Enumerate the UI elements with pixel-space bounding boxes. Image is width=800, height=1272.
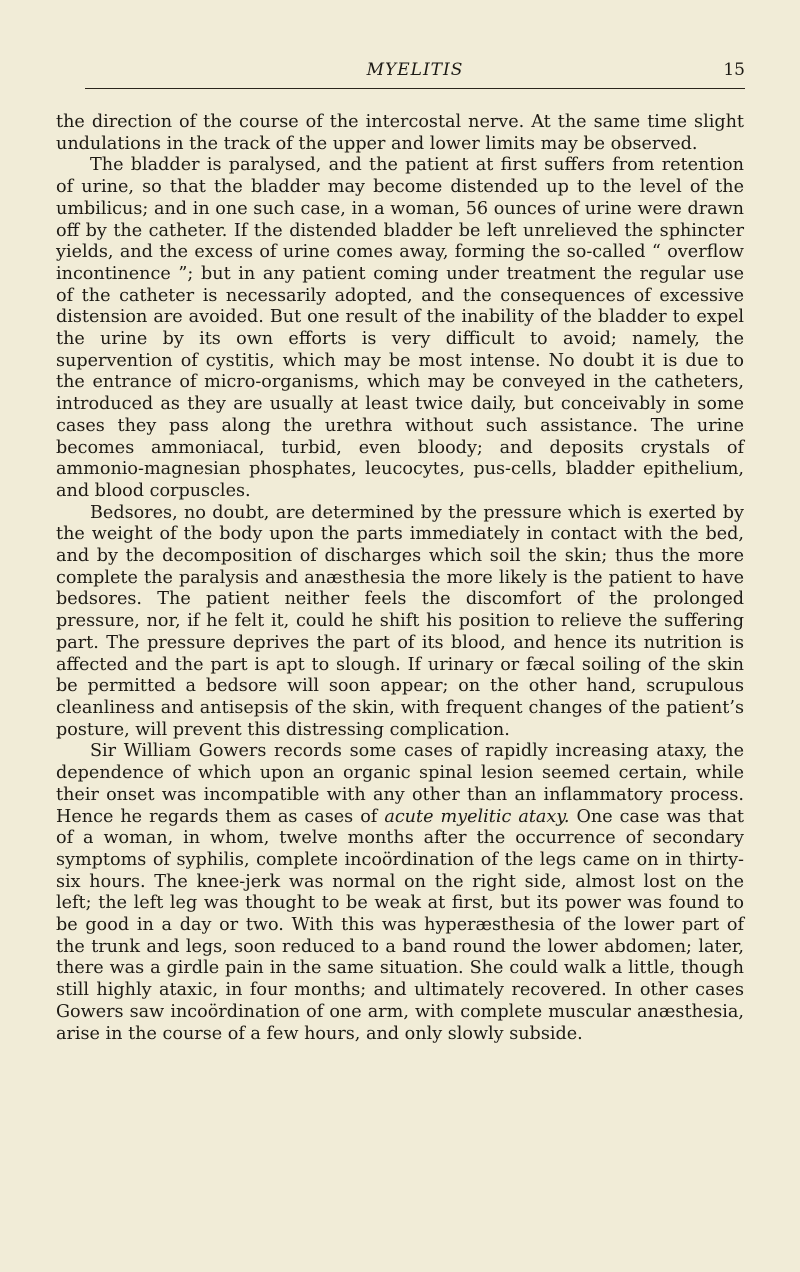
- running-title: MYELITIS: [366, 60, 464, 80]
- page-number: 15: [723, 60, 745, 80]
- body-text: [56, 112, 744, 1045]
- paragraph-bladder: The bladder is paralysed, and the patient at first suffers from retention of urine, so that the bladder may become distended up to the level of the umbilicus; and in one such case, in a woman, 56 ounces of urine were drawn off by the catheter. If the distended bladder be left unrelieved the sphincter yields, and the excess of urine comes away, forming the so-called “ overflow incontinence ”; but in any patient coming under treatment the regular use of the catheter is necessarily adopted, and the consequences of excessive distension are avoided. But one result of the inability of the bladder to expel the urine by its own efforts is very difficult to avoid; namely, the supervention of cystitis, which may be most intense. No doubt it is due to the entrance of micro-organisms, which may be conveyed in the catheters, introduced as they are usually at least twice daily, but conceivably in some cases they pass along the urethra without such assistance. The urine becomes ammoniacal, turbid, even bloody; and deposits crystals of ammonio-magnesian phosphates, leucocytes, pus-cells, bladder epithelium, and blood corpuscles.: [56, 155, 744, 501]
- paragraph-ataxy-text-end: One case was that of a woman, in whom, twelve months after the occurrence of secondary symptoms of syphilis, complete incoördination of the legs came on in thirty-six hours. The knee-jerk was normal on the right side, almost lost on the left; the left leg was thought to be weak at first, but its power was found to be good in a day or two. With this was hyperæsthesia of the lower part of the trunk and legs, soon reduced to a band round the lower abdomen; later, there was a girdle pain in the same situation. She could walk a little, though still highly ataxic, in four months; and ultimately recovered. In other cases Gowers saw incoördination of one arm, with complete muscular anæsthesia, arise in the course of a few hours, and only slowly subside.: [56, 806, 744, 1044]
- paragraph-ataxy-text-start: Sir William Gowers records some cases of rapidly increasing ataxy, the dependence of which upon an organic spinal lesion seemed certain, while their onset was incompatible with any other than an inflammatory process. Hence he regards them as cases of: [56, 741, 744, 827]
- running-head: [85, 60, 745, 89]
- paragraph-continued: the direction of the course of the intercostal nerve. At the same time slight undulations in the track of the upper and lower limits may be observed.: [56, 112, 744, 154]
- paragraph-bedsores: Bedsores, no doubt, are determined by the pressure which is exerted by the weight of the body upon the parts immediately in contact with the bed, and by the decomposition of discharges which soil the skin; thus the more complete the paralysis and anæsthesia the more likely is the patient to have bedsores. The patient neither feels the discomfort of the prolonged pressure, nor, if he felt it, could he shift his position to relieve the suffering part. The pressure deprives the part of its blood, and hence its nutrition is affected and the part is apt to slough. If urinary or fæcal soiling of the skin be permitted a bedsore will soon appear; on the other hand, scrupulous cleanliness and antisepsis of the skin, with frequent changes of the patient’s posture, will prevent this distressing complication.: [56, 502, 744, 740]
- italic-term: acute myelitic ataxy.: [384, 806, 570, 827]
- paragraph-ataxy: [56, 741, 744, 1045]
